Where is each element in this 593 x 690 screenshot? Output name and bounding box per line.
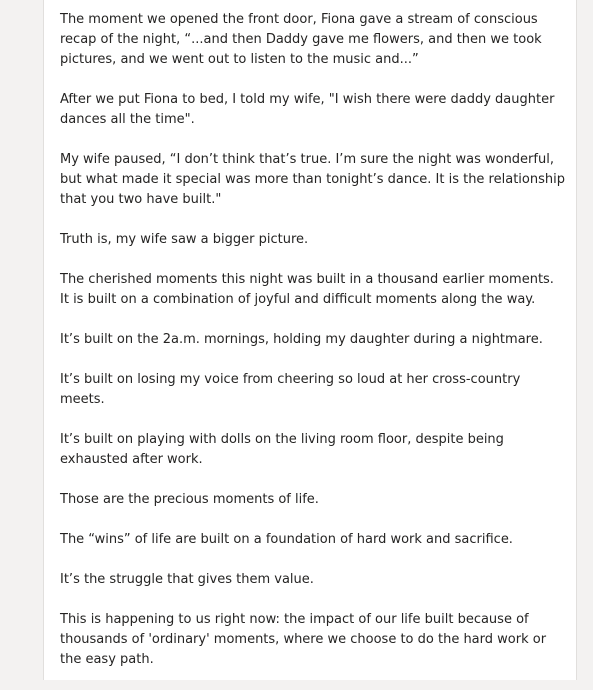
paragraph (60, 270, 554, 310)
text-line: meets. (60, 392, 105, 407)
paragraph (60, 90, 555, 130)
text-line: but what made it special was more than tonight’s dance. It is the relationship (60, 172, 565, 187)
text-line: After we put Fiona to bed, I told my wife, "I wish there were daddy daughter (60, 92, 555, 107)
text-line: The cherished moments this night was built in a thousand earlier moments. (60, 272, 554, 287)
text-line: Truth is, my wife saw a bigger picture. (60, 232, 309, 247)
article-body (60, 10, 565, 690)
text-line: The “wins” of life are built on a foundation of hard work and sacrifice. (60, 532, 513, 547)
text-line: It is built on a combination of joyful and difficult moments along the way. (60, 292, 536, 307)
text-line: pictures, and we went out to listen to the music and...” (60, 52, 419, 67)
text-line: It’s built on losing my voice from cheering so loud at her cross-country (60, 372, 521, 387)
paragraph (60, 530, 544, 550)
paragraph (60, 230, 544, 250)
paragraph (60, 370, 544, 410)
paragraph (60, 610, 547, 670)
paragraph (60, 490, 544, 510)
text-line: It’s built on playing with dolls on the living room floor, despite being (60, 432, 504, 447)
text-line: exhausted after work. (60, 452, 203, 467)
paragraph (60, 330, 544, 350)
paragraph (60, 570, 544, 590)
document-page (43, 0, 577, 680)
text-line: thousands of 'ordinary' moments, where we choose to do the hard work or (60, 632, 547, 647)
text-line: dances all the time". (60, 112, 195, 127)
paragraph (60, 430, 544, 470)
text-line: that you two have built." (60, 192, 222, 207)
text-line: recap of the night, “...and then Daddy gave me flowers, and then we took (60, 32, 542, 47)
text-line: The moment we opened the front door, Fiona gave a stream of conscious (60, 12, 538, 27)
paragraph (60, 10, 544, 70)
paragraph (60, 150, 565, 210)
text-line: It’s built on the 2a.m. mornings, holding my daughter during a nightmare. (60, 332, 543, 347)
text-line: It’s the struggle that gives them value. (60, 572, 314, 587)
text-line: This is happening to us right now: the impact of our life built because of (60, 612, 529, 627)
text-line: My wife paused, “I don’t think that’s true. I’m sure the night was wonderful, (60, 152, 554, 167)
text-line: the easy path. (60, 652, 154, 667)
text-line: Those are the precious moments of life. (60, 492, 319, 507)
